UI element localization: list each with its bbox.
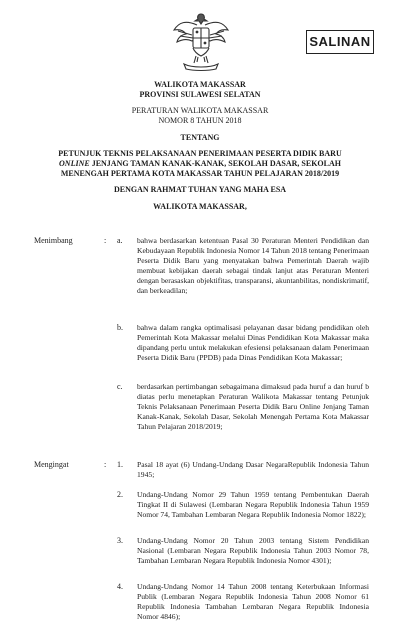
mengingat-item-3-marker: 3.	[117, 536, 123, 545]
title-line-2	[0, 159, 400, 168]
header-provinsi: PROVINSI SULAWESI SELATAN	[139, 90, 261, 99]
mengingat-label: Mengingat	[34, 460, 69, 469]
menimbang-item-c-text: berdasarkan pertimbangan sebagaimana dimaksud pada huruf a dan huruf b diatas perlu menetapkan Peraturan Walikota Makassar tentang Petunjuk Teknis Pelaksanaan Penerimaan Peserta Didik Baru Online Jenjang Taman Kanak-Kanak, Sekolah Dasar, Sekolah Menengah Pertama Kota Makassar Tahun Pelajaran 2018/2019;	[137, 382, 369, 432]
title-line-3: MENENGAH PERTAMA KOTA MAKASSAR TAHUN PELAJARAN 2018/2019	[60, 169, 340, 178]
mengingat-item-4-marker: 4.	[117, 582, 123, 591]
mengingat-item-2-marker: 2.	[117, 490, 123, 499]
menimbang-item-b-marker: b.	[117, 323, 123, 332]
title-line-1: PETUNJUK TEKNIS PELAKSANAAN PENERIMAAN PESERTA DIDIK BARU	[58, 149, 342, 158]
menimbang-item-a-text: bahwa berdasarkan ketentuan Pasal 30 Peraturan Menteri Pendidikan dan Kebudayaan Republik Indonesia Nomor 14 Tahun 2018 tentang Penerimaan Peserta Didik Baru yang menyatakan bahwa Pemerintah Daerah wajib membuat kebijakan daerah sebagai tindak lanjut atas Peraturan Menteri dengan berasaskan objektifitas, transparansi, akuntanbilitas, nondiskrimatif, dan berkeadilan;	[137, 236, 369, 296]
preamble-rahmat: DENGAN RAHMAT TUHAN YANG MAHA ESA	[113, 185, 287, 194]
menimbang-item-c-marker: c.	[117, 382, 123, 391]
regulation-title: PERATURAN WALIKOTA MAKASSAR	[131, 106, 269, 115]
regulation-number: NOMOR 8 TAHUN 2018	[158, 116, 242, 125]
menimbang-label: Menimbang	[34, 236, 73, 245]
mengingat-item-4-text: Undang-Undang Nomor 14 Tahun 2008 tentang Keterbukaan Informasi Publik (Lembaran Negara Republik Indonesia Tahun 2008 Nomor 61 Republik Indonesia Tambahan Lembaran Negara Republik Indonesia Nomor 4846);	[137, 582, 369, 622]
menimbang-item-b-text: bahwa dalam rangka optimalisasi pelayanan dasar bidang pendidikan oleh Pemerintah Kota Makassar melalui Dinas Pendidikan Kota Makassar maka dipandang perlu untuk melakukan efesiensi pelaksanaan dalam Penerimaan Peserta Didik Baru (PPDB) pada Dinas Pendidikan Kota Makassar;	[137, 323, 369, 363]
mengingat-colon: :	[104, 460, 107, 469]
header-walikota: WALIKOTA MAKASSAR	[154, 80, 246, 89]
mengingat-item-1-text: Pasal 18 ayat (6) Undang-Undang Dasar NegaraRepublik Indonesia Tahun 1945;	[137, 460, 369, 480]
title-online-word: ONLINE	[59, 159, 90, 168]
mengingat-item-1-marker: 1.	[117, 460, 123, 469]
preamble-walikota: WALIKOTA MAKASSAR,	[153, 202, 247, 211]
mengingat-item-3-text: Undang-Undang Nomor 20 Tahun 2003 tentang Sistem Pendidikan Nasional (Lembaran Negara Republik Indonesia Tahun 2003 Nomor 78, Tambahan Lembaran Negara Republik Indonesia Nomor 4301);	[137, 536, 369, 566]
title-line-2-rest: JENJANG TAMAN KANAK-KANAK, SEKOLAH DASAR, SEKOLAH	[89, 159, 341, 168]
tentang-heading: TENTANG	[180, 133, 220, 142]
menimbang-item-a-marker: a.	[117, 236, 123, 245]
garuda-emblem-icon	[172, 8, 230, 72]
menimbang-colon: :	[104, 236, 107, 245]
mengingat-item-2-text: Undang-Undang Nomor 29 Tahun 1959 tentang Pembentukan Daerah Tingkat II di Sulawesi (Lembaran Negara Republik Indonesia Tahun 1959 Nomor 74, Tambahan Lembaran Negara Republik Indonesia Nomor 1822);	[137, 490, 369, 520]
salinan-stamp: SALINAN	[306, 30, 374, 54]
